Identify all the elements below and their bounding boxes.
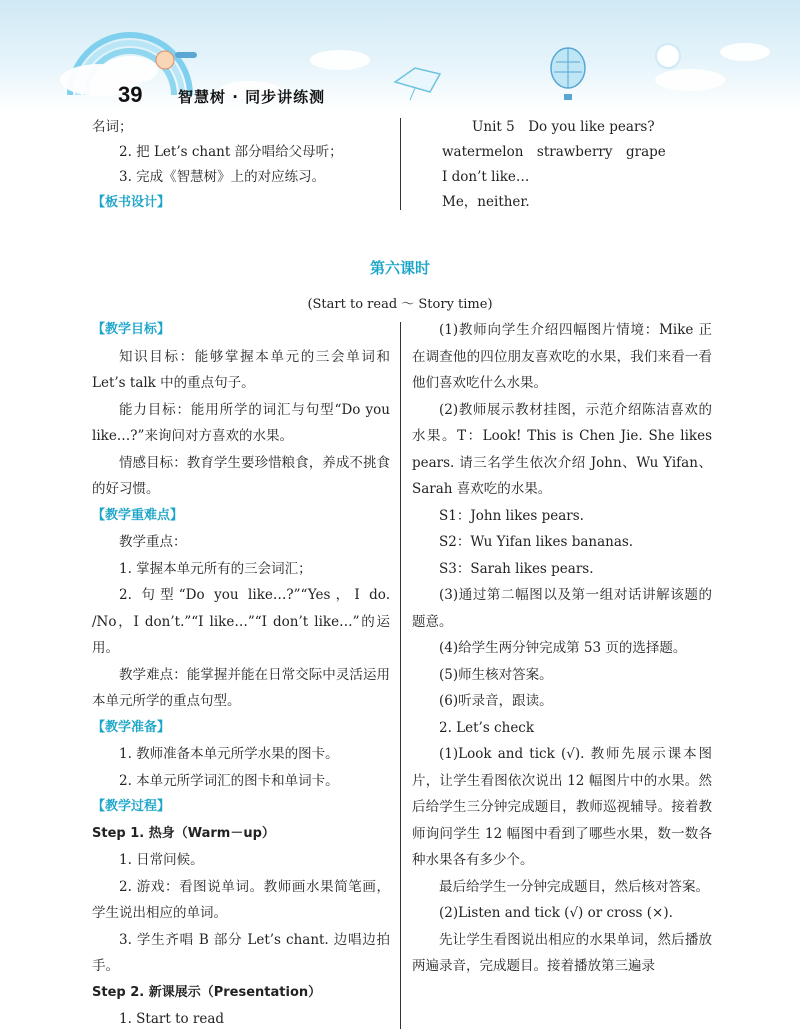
board-title: Unit 5 Do you like pears?	[472, 119, 655, 135]
board-design	[442, 115, 762, 215]
hot-air-balloon-icon	[551, 48, 585, 100]
board-line: Me，neither.	[442, 194, 530, 210]
paragraph: 教学难点：能掌握并能在日常交际中灵活运用本单元所学的重点句型。	[92, 666, 390, 709]
paragraph: (3)通过第二幅图以及第一组对话讲解该题的题意。	[412, 587, 712, 630]
paragraph: (4)给学生两分钟完成第 53 页的选择题。	[439, 640, 687, 656]
paragraph: (2)教师展示教材挂图，示范介绍陈洁喜欢的水果。T：Look! This is Chen Jie. She likes pears. 请三名学生依次介绍 John、Wu Yifan、Sarah 喜欢吃的水果。	[412, 401, 712, 497]
section-heading-board-design: 【板书设计】	[92, 195, 171, 210]
text-line: 3. 完成《智慧树》上的对应练习。	[119, 169, 326, 185]
paragraph: 2. 游戏：看图说单词。教师画水果简笔画，学生说出相应的单词。	[92, 878, 390, 921]
paragraph: (6)听录音，跟读。	[439, 693, 553, 709]
paragraph: 先让学生看图说出相应的水果单词，然后播放两遍录音，完成题目。接着播放第三遍录	[412, 931, 712, 974]
step-heading: Step 1. 热身（Warm－up）	[92, 825, 275, 841]
paragraph: 能力目标：能用所学的词汇与句型“Do you like…?”来询问对方喜欢的水果。	[92, 401, 390, 444]
paragraph: 最后给学生一分钟完成题目，然后核对答案。	[439, 878, 709, 895]
text-line: 2. 把 Let’s chant 部分唱给父母听；	[119, 144, 343, 160]
paragraph: (1)教师向学生介绍四幅图片情境：Mike 正在调查他的四位朋友喜欢吃的水果，我们来看一看他们喜欢吃什么水果。	[412, 322, 712, 391]
page-number: 39	[118, 82, 143, 107]
column-divider	[400, 118, 401, 210]
paragraph: (1)Look and tick (√). 教师先展示课本图片，让学生看图依次说出 12 幅图片中的水果。然后给学生三分钟完成题目，教师巡视辅导。接着教师询问学生 12 幅图中看到了哪些水果，数一数各种水果各有多少个。	[412, 746, 712, 868]
section-heading-key-points: 【教学重难点】	[92, 507, 184, 523]
paragraph: 1. 日常问候。	[119, 852, 204, 868]
section-heading-process: 【教学过程】	[92, 799, 171, 814]
left-column	[92, 317, 390, 1033]
paragraph: (5)师生核对答案。	[439, 666, 553, 683]
section-heading-preparation: 【教学准备】	[92, 719, 171, 735]
paragraph: (2)Listen and tick (√) or cross (×).	[439, 905, 673, 921]
dialogue-line: S2：Wu Yifan likes bananas.	[439, 534, 634, 550]
text-line: 名词；	[92, 119, 133, 135]
dialogue-line: S3：Sarah likes pears.	[439, 560, 594, 577]
section-heading-goals: 【教学目标】	[92, 322, 171, 337]
step-heading: Step 2. 新课展示（Presentation）	[92, 984, 322, 1000]
paragraph: 3. 学生齐唱 B 部分 Let’s chant. 边唱边拍手。	[92, 931, 390, 974]
paragraph: 2. 句型“Do you like…?”“Yes，I do. /No，I don’t.”“I like…”“I don’t like…”的运用。	[92, 587, 390, 656]
board-line: I don’t like…	[442, 169, 530, 185]
sun-icon	[656, 44, 680, 68]
paragraph: 1. 掌握本单元所有的三会词汇；	[119, 560, 312, 577]
paragraph: 知识目标：能够掌握本单元的三会单词和 Let’s talk 中的重点句子。	[92, 348, 390, 391]
paragraph: 1. Start to read	[119, 1011, 225, 1027]
lesson-subtitle: (Start to read ～ Story time)	[307, 297, 493, 312]
paragraph: 教学重点：	[119, 534, 187, 550]
book-title: 智慧树 · 同步讲练测	[178, 88, 326, 106]
sub-heading: 2. Let’s check	[439, 719, 535, 736]
paragraph: 2. 本单元所学词汇的图卡和单词卡。	[119, 772, 339, 789]
column-divider	[400, 322, 401, 1029]
paragraph: 1. 教师准备本单元所学水果的图卡。	[119, 746, 339, 762]
paragraph: 情感目标：教育学生要珍惜粮食，养成不挑食的好习惯。	[92, 454, 390, 497]
top-left-column	[92, 115, 392, 215]
lesson-title: 第六课时	[369, 259, 430, 277]
kite-icon	[395, 68, 440, 100]
dialogue-line: S1：John likes pears.	[439, 507, 584, 524]
board-words: watermelon strawberry grape	[442, 144, 666, 160]
right-column	[412, 317, 712, 980]
